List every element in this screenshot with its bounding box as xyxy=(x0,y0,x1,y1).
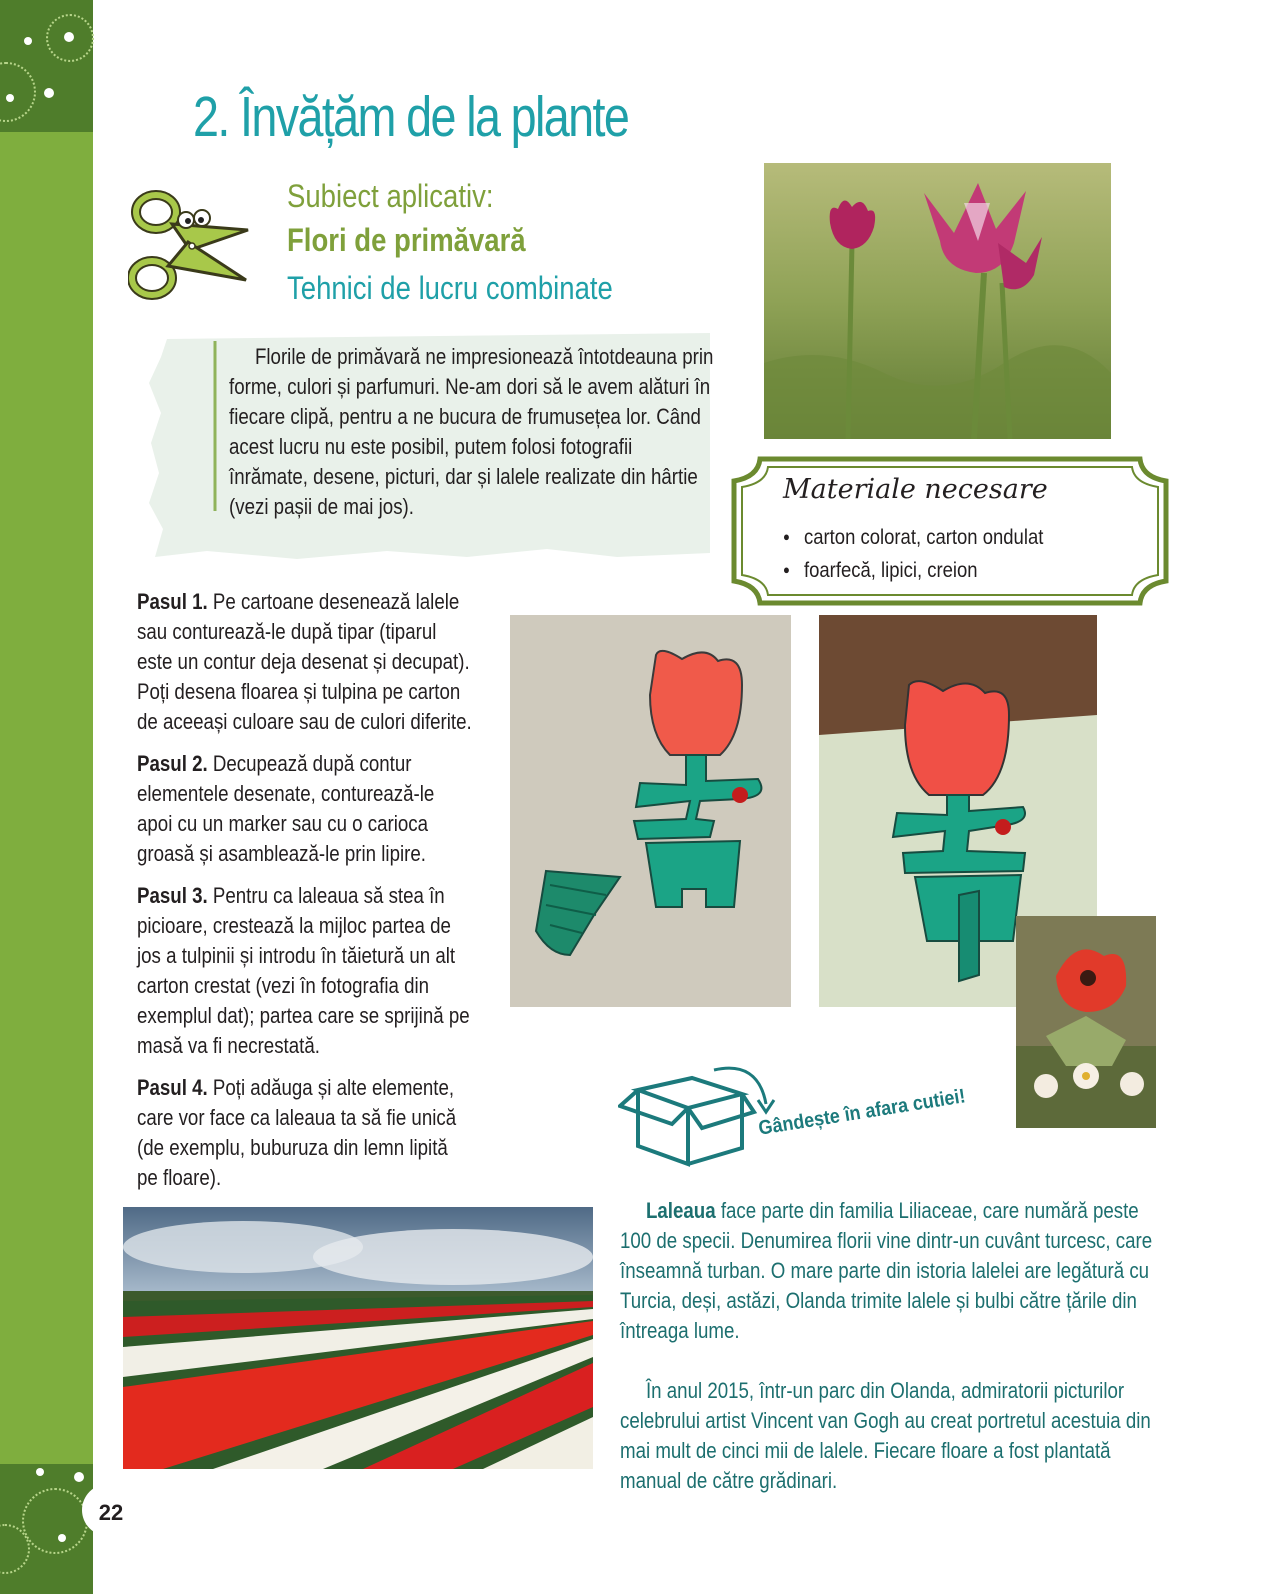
craft-tulip-flat-photo xyxy=(510,615,791,1007)
page-title: 2. Învățăm de la plante xyxy=(193,85,629,149)
think-outside-box-label: Gândește în afara cutiei! xyxy=(757,1085,967,1140)
red-flower-photo xyxy=(1016,916,1156,1128)
step-1: Pasul 1. Pe cartoane desenează lalele sau conturează-le după tipar (tiparul este un contur deja desenat și decupat). Poți desena floarea și tulpina pe carton de aceeași culoare sau de culori diferite. xyxy=(137,589,472,734)
box-icon xyxy=(618,1060,778,1170)
tulip-field-photo xyxy=(123,1207,593,1469)
materials-item: ● carton colorat, carton ondulat xyxy=(783,522,1043,555)
step-3: Pasul 3. Pentru ca laleaua să stea în picioare, crestează la mijloc partea de jos a tulpinii și introdu în tăietură un alt carton crestat (vezi în fotografia din exemplul dat); partea care se sprijină pe masă va fi necrestată. xyxy=(137,883,470,1058)
step-4: Pasul 4. Poți adăuga și alte elemente, care vor face ca laleaua ta să fie unică (de exemplu, buburuza din lemn lipită pe floare). xyxy=(137,1075,457,1190)
decorative-strip xyxy=(0,132,93,1464)
decorative-strip-top xyxy=(0,0,93,132)
technique-label: Tehnici de lucru combinate xyxy=(287,270,613,306)
fact-paragraph-1: Laleaua face parte din familia Liliaceae, care numără peste 100 de specii. Denumirea florii vine dintr-un cuvânt turcesc, care înseamnă turban. O mare parte din istoria lalelei are legătură cu Turcia, deși, astăzi, Olanda trimite lalele și bulbi către țările din întreaga lume. xyxy=(620,1198,1153,1343)
materials-item: ● foarfecă, lipici, creion xyxy=(783,555,1043,588)
step-2: Pasul 2. Decupează după contur elementele desenate, conturează-le apoi cu un marker sau cu o carioca groasă și asamblează-le prin lipire. xyxy=(137,751,435,866)
tulips-photo xyxy=(764,163,1111,439)
scissors-icon xyxy=(128,190,254,304)
fact-lead: Laleaua xyxy=(645,1198,716,1223)
decorative-strip-bottom xyxy=(0,1464,93,1594)
steps-list xyxy=(137,587,473,1205)
intro-text: Florile de primăvară ne impresionează întotdeauna prin forme, culori și parfumuri. Ne-am dori să le avem alături în fiecare clipă, pentru a ne bucura de frumusețea lor. Când acest lucru nu este posibil, putem folosi fotografii înrămate, desene, picturi, dar și lalele realizate din hârtie (vezi pașii de mai jos). xyxy=(229,344,714,519)
subject-name: Flori de primăvară xyxy=(287,222,526,258)
page-number: 22 xyxy=(98,1500,124,1525)
materials-title: Materiale necesare xyxy=(783,474,1048,505)
subject-label: Subiect aplicativ: xyxy=(287,178,494,214)
materials-list xyxy=(783,522,1043,588)
fact-paragraph-2: În anul 2015, într-un parc din Olanda, admiratorii picturilor celebrului artist Vincent van Gogh au creat portretul acestuia din mai mult de cinci mii de lalele. Fiecare floare a fost plantată manual de către grădinari. xyxy=(620,1378,1151,1493)
